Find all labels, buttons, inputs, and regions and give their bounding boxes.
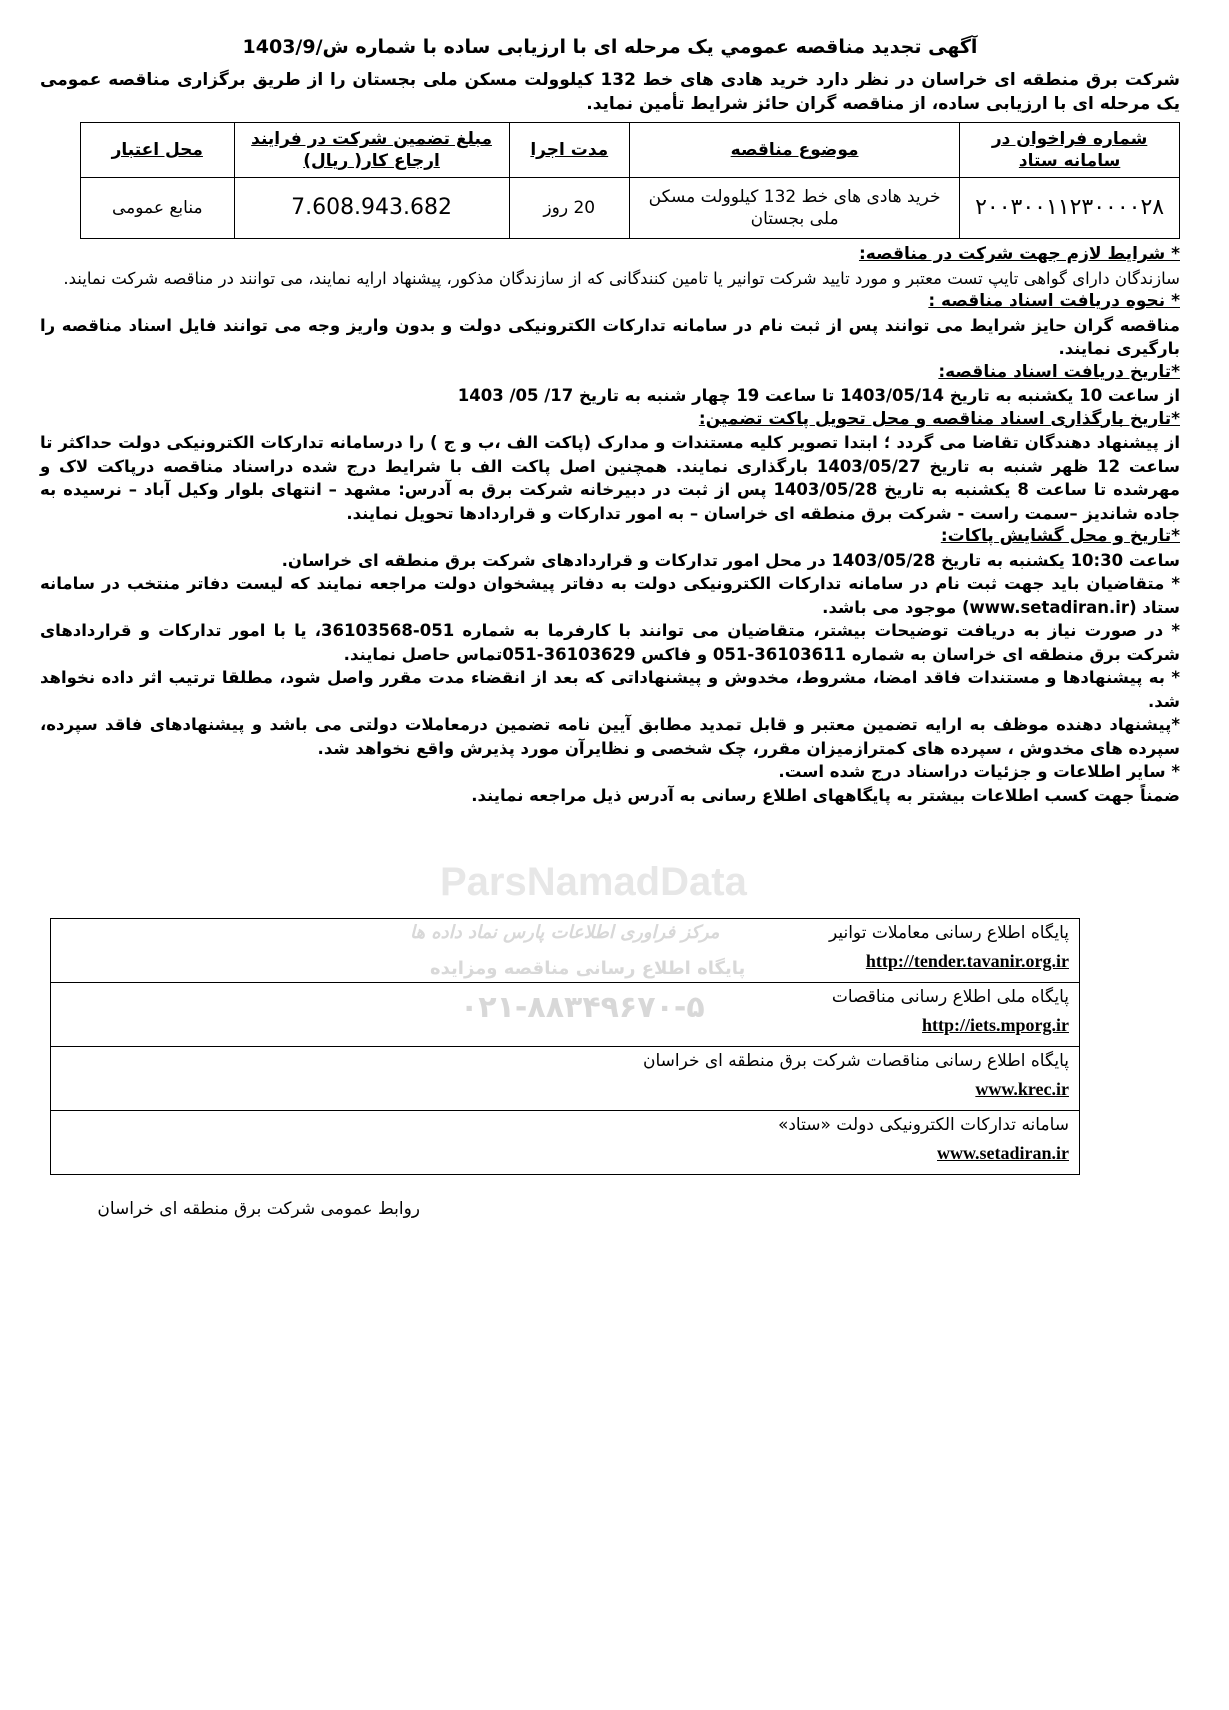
info-site (51, 1111, 1080, 1175)
info-site-link[interactable]: www.krec.ir (975, 1079, 1069, 1099)
guarantee-amount: 7.608.943.682 (234, 178, 509, 239)
watermark-line: پایگاه اطلاع رسانی مناقصه ومزایده (430, 958, 746, 979)
execution-duration: 20 روز (509, 178, 629, 239)
info-site (51, 983, 1080, 1047)
info-site-link[interactable]: http://iets.mporg.ir (922, 1015, 1069, 1035)
opening-heading: *تاریخ و محل گشایش پاکات: (940, 526, 1180, 546)
docs-method-text: مناقصه گران حایز شرایط می توانند پس از ثبت نام در سامانه تدارکات الکترونیکی دولت و بدون واریز وجه می توانند فایل اسناد مناقصه را بارگیری نمایند. (40, 315, 1180, 358)
header-guarantee: مبلغ تضمین شرکت در فرایند ارجاع کار( ریال) (234, 123, 509, 178)
info-sites-table (50, 918, 1080, 1175)
info-site-link[interactable]: http://tender.tavanir.org.ir (865, 951, 1069, 971)
conditions-text: سازندگان دارای گواهی تایپ تست معتبر و مورد تایید شرکت توانیر یا تامین کنندگانی که از سازندگان مذکور، پیشنهاد ارایه نمایند، می توانند در مناقصه شرکت نمایند. (63, 268, 1180, 288)
docs-date-text: از ساعت 10 یکشنبه به تاریخ 1403/05/14 تا ساعت 19 چهار شنبه به تاریخ 17/ 05/ 1403 (457, 386, 1180, 405)
note-item: *پیشنهاد دهنده موظف به ارایه تضمین معتبر و قابل تمدید مطابق آیین نامه تضمین درمعاملات دولتی می باشد و پیشنهادهای فاقد سپرده، سپرده های مخدوش ، سپرده های کمترازمیزان مقرر، چک شخصی و نظایرآن مورد پذیرش واقع نخواهد شد. (40, 715, 1180, 758)
note-item: ضمناً جهت کسب اطلاعات بیشتر به پایگاههای اطلاع رسانی به آدرس ذیل مراجعه نمایند. (471, 785, 1180, 805)
notice-body (40, 243, 1180, 807)
call-number: ۲۰۰۳۰۰۱۱۲۳۰۰۰۰۲۸ (960, 178, 1180, 239)
upload-heading: *تاریخ بارگذاری اسناد مناقصه و محل تحویل پاکت تضمین: (698, 408, 1180, 429)
footer-signature: روابط عمومی شرکت برق منطقه ای خراسان (97, 1199, 420, 1219)
upload-text: از پیشنهاد دهندگان تقاضا می گردد ؛ ابتدا تصویر کلیه مستندات و مدارک (پاکت الف ،ب و ج ) را درسامانه تدارکات الکترونیکی دولت حداکثر تا ساعت 12 ظهر شنبه به تاریخ 1403/05/27 بارگذاری نمایند. همچنین اصل پاکت الف با شرایط درج شده دراسناد مناقصه درپاکت لاک و مهرشده تا ساعت 8 یکشنبه به تاریخ 1403/05/28 پس از ثبت در دبیرخانه شرکت برق به آدرس: مشهد – انتهای بلوار وکیل آباد – نرسیده به جاده شاندیز –سمت راست - شرکت برق منطقه ای خراسان – به امور تدارکات و قراردادها تحویل نمایند. (40, 433, 1181, 523)
header-credit-source: محل اعتبار (81, 123, 235, 178)
tender-info-table (80, 122, 1180, 239)
docs-method-heading: * نحوه دریافت اسناد مناقصه : (928, 291, 1180, 311)
info-site (51, 919, 1080, 983)
tender-notice (40, 0, 1180, 1710)
docs-date-heading: *تاریخ دریافت اسناد مناقصه: (938, 361, 1180, 382)
header-duration: مدت اجرا (509, 123, 629, 178)
note-item: * در صورت نیاز به دریافت توضیحات بیشتر، متقاضیان می توانند با کارفرما به شماره 051-36103568، یا با امور تدارکات و قراردادهای شرکت برق منطقه ای خراسان به شماره 36103611-051 و فاکس 36103629-051تماس حاصل نمایند. (40, 621, 1181, 664)
opening-text: ساعت 10:30 یکشنبه به تاریخ 1403/05/28 در محل امور تدارکات و قراردادهای شرکت برق منطقه ای خراسان. (281, 550, 1180, 570)
tender-subject: خرید هادی های خط 132 کیلوولت مسکن ملی بجستان (629, 178, 959, 239)
watermark-phone: ۰۲۱-۸۸۳۴۹۶۷۰-۵ (460, 990, 705, 1025)
info-site-link[interactable]: www.setadiran.ir (937, 1143, 1069, 1163)
notice-title: آگهی تجدید مناقصه عمومي یک مرحله ای با ارزیابی ساده با شماره ش/1403/9 (242, 36, 978, 58)
info-site-title: پایگاه اطلاع رسانی معاملات توانیر (828, 923, 1069, 943)
note-item: * سایر اطلاعات و جزئیات دراسناد درج شده است. (778, 762, 1180, 781)
watermark-line: مرکز فراوری اطلاعات پارس نماد داده ها (410, 922, 720, 943)
note-item: * به پیشنهادها و مستندات فاقد امضا، مشروط، مخدوش و پیشنهاداتی که بعد از انقضاء مدت مقرر واصل شود، مطلقا ترتیب اثر داده نخواهد شد. (40, 668, 1180, 711)
info-site-title: سامانه تدارکات الکترونیکی دولت «ستاد» (777, 1115, 1069, 1135)
notice-intro: شرکت برق منطقه ای خراسان در نظر دارد خرید هادی های خط 132 کیلوولت مسکن ملی بجستان را از طریق برگزاری مناقصه عمومی یک مرحله ای با ارزیابی ساده، از مناقصه گران حائز شرایط تأمین نماید. (40, 70, 1181, 114)
note-item: * متقاضیان باید جهت ثبت نام در سامانه تدارکات الکترونیکی دولت به دفاتر پیشخوان دولت مراجعه نمایند که لیست دفاتر منتخب در سامانه ستاد (www.setadiran.ir) موجود می باشد. (40, 574, 1180, 617)
info-site-title: پایگاه ملی اطلاع رسانی مناقصات (831, 987, 1069, 1007)
credit-source: منابع عمومی (81, 178, 235, 239)
header-call-number: شماره فراخوان در سامانه ستاد (960, 123, 1180, 178)
header-subject: موضوع مناقصه (629, 123, 959, 178)
conditions-heading: * شرایط لازم جهت شرکت در مناقصه: (858, 244, 1180, 264)
watermark-brand: ParsNamadData (440, 860, 747, 904)
info-site (51, 1047, 1080, 1111)
info-site-title: پایگاه اطلاع رسانی مناقصات شرکت برق منطقه ای خراسان (642, 1051, 1069, 1071)
